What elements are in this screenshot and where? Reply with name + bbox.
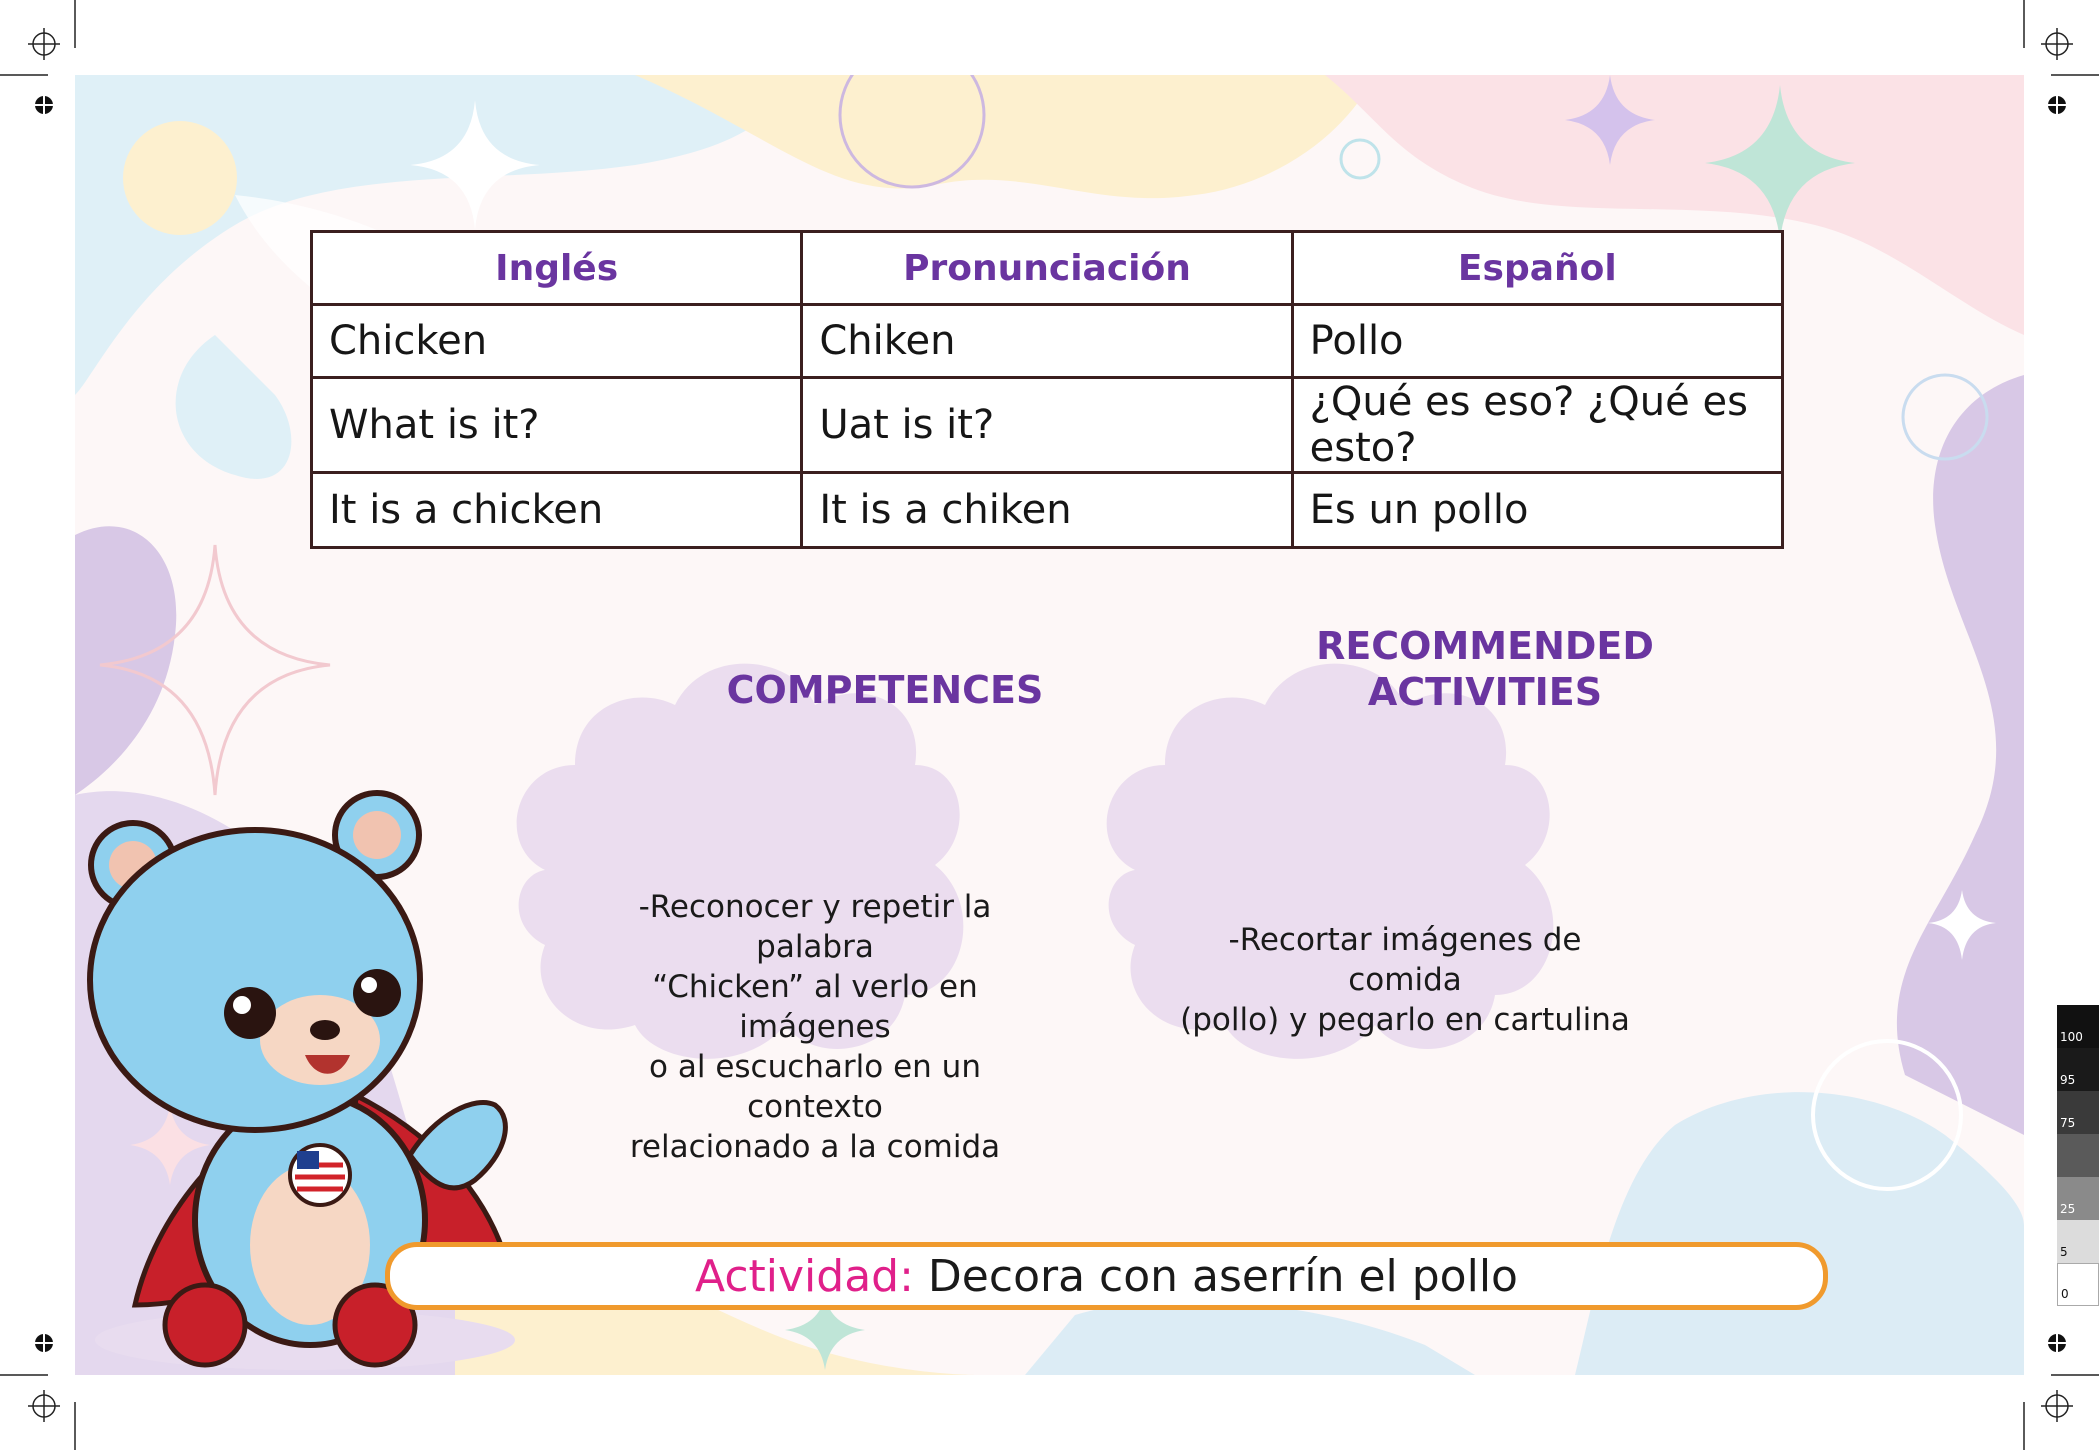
table-cell: Pollo xyxy=(1292,305,1782,378)
activity-label: Actividad: xyxy=(695,1250,914,1302)
competences-text xyxy=(585,887,1045,1167)
scale-label: 5 xyxy=(2060,1245,2068,1259)
scale-step xyxy=(2057,1048,2099,1091)
scale-step xyxy=(2057,1177,2099,1220)
scale-step xyxy=(2057,1005,2099,1048)
header-pronunciation: Pronunciación xyxy=(802,232,1292,305)
recommended-title-line: ACTIVITIES xyxy=(1367,670,1603,714)
competences-line: -Reconocer y repetir la palabra xyxy=(638,889,992,965)
competences-line: “Chicken” al verlo en imágenes xyxy=(652,969,978,1045)
table-cell: Uat is it? xyxy=(802,378,1292,473)
competences-line: o al escucharlo en un contexto xyxy=(649,1049,981,1125)
scale-label: 100 xyxy=(2060,1030,2083,1044)
color-scale xyxy=(2057,1005,2099,1311)
recommended-activities-text xyxy=(1175,920,1635,1040)
scale-label: 25 xyxy=(2060,1202,2076,1216)
scale-step xyxy=(2057,1091,2099,1134)
activities-line: (pollo) y pegarlo en cartulina xyxy=(1180,1002,1630,1038)
scale-label: 95 xyxy=(2060,1073,2076,1087)
activity-banner xyxy=(385,1242,1828,1310)
header-spanish: Español xyxy=(1292,232,1782,305)
scale-step xyxy=(2057,1220,2099,1263)
table-row xyxy=(312,378,1783,473)
header-english: Inglés xyxy=(312,232,802,305)
table-cell: It is a chicken xyxy=(312,473,802,548)
table-cell: ¿Qué es eso? ¿Qué es esto? xyxy=(1292,378,1782,473)
scale-step xyxy=(2057,1134,2099,1177)
table-cell: What is it? xyxy=(312,378,802,473)
table-cell: Chicken xyxy=(312,305,802,378)
table-cell: Chiken xyxy=(802,305,1292,378)
table-cell: It is a chiken xyxy=(802,473,1292,548)
worksheet-page xyxy=(75,75,2024,1375)
scale-label: 75 xyxy=(2060,1116,2076,1130)
activity-text: Decora con aserrín el pollo xyxy=(927,1250,1518,1302)
table-row xyxy=(312,473,1783,548)
scale-step xyxy=(2057,1263,2099,1306)
recommended-activities-title xyxy=(1235,623,1735,715)
table-cell: Es un pollo xyxy=(1292,473,1782,548)
table-row xyxy=(312,305,1783,378)
table-header-row xyxy=(312,232,1783,305)
scale-label: 0 xyxy=(2061,1287,2069,1301)
vocabulary-table xyxy=(310,230,1784,549)
competences-title: COMPETENCES xyxy=(726,668,1044,712)
competences-line: relacionado a la comida xyxy=(629,1129,1001,1165)
recommended-title-line: RECOMMENDED xyxy=(1316,624,1654,668)
activities-line: -Recortar imágenes de comida xyxy=(1228,922,1582,998)
